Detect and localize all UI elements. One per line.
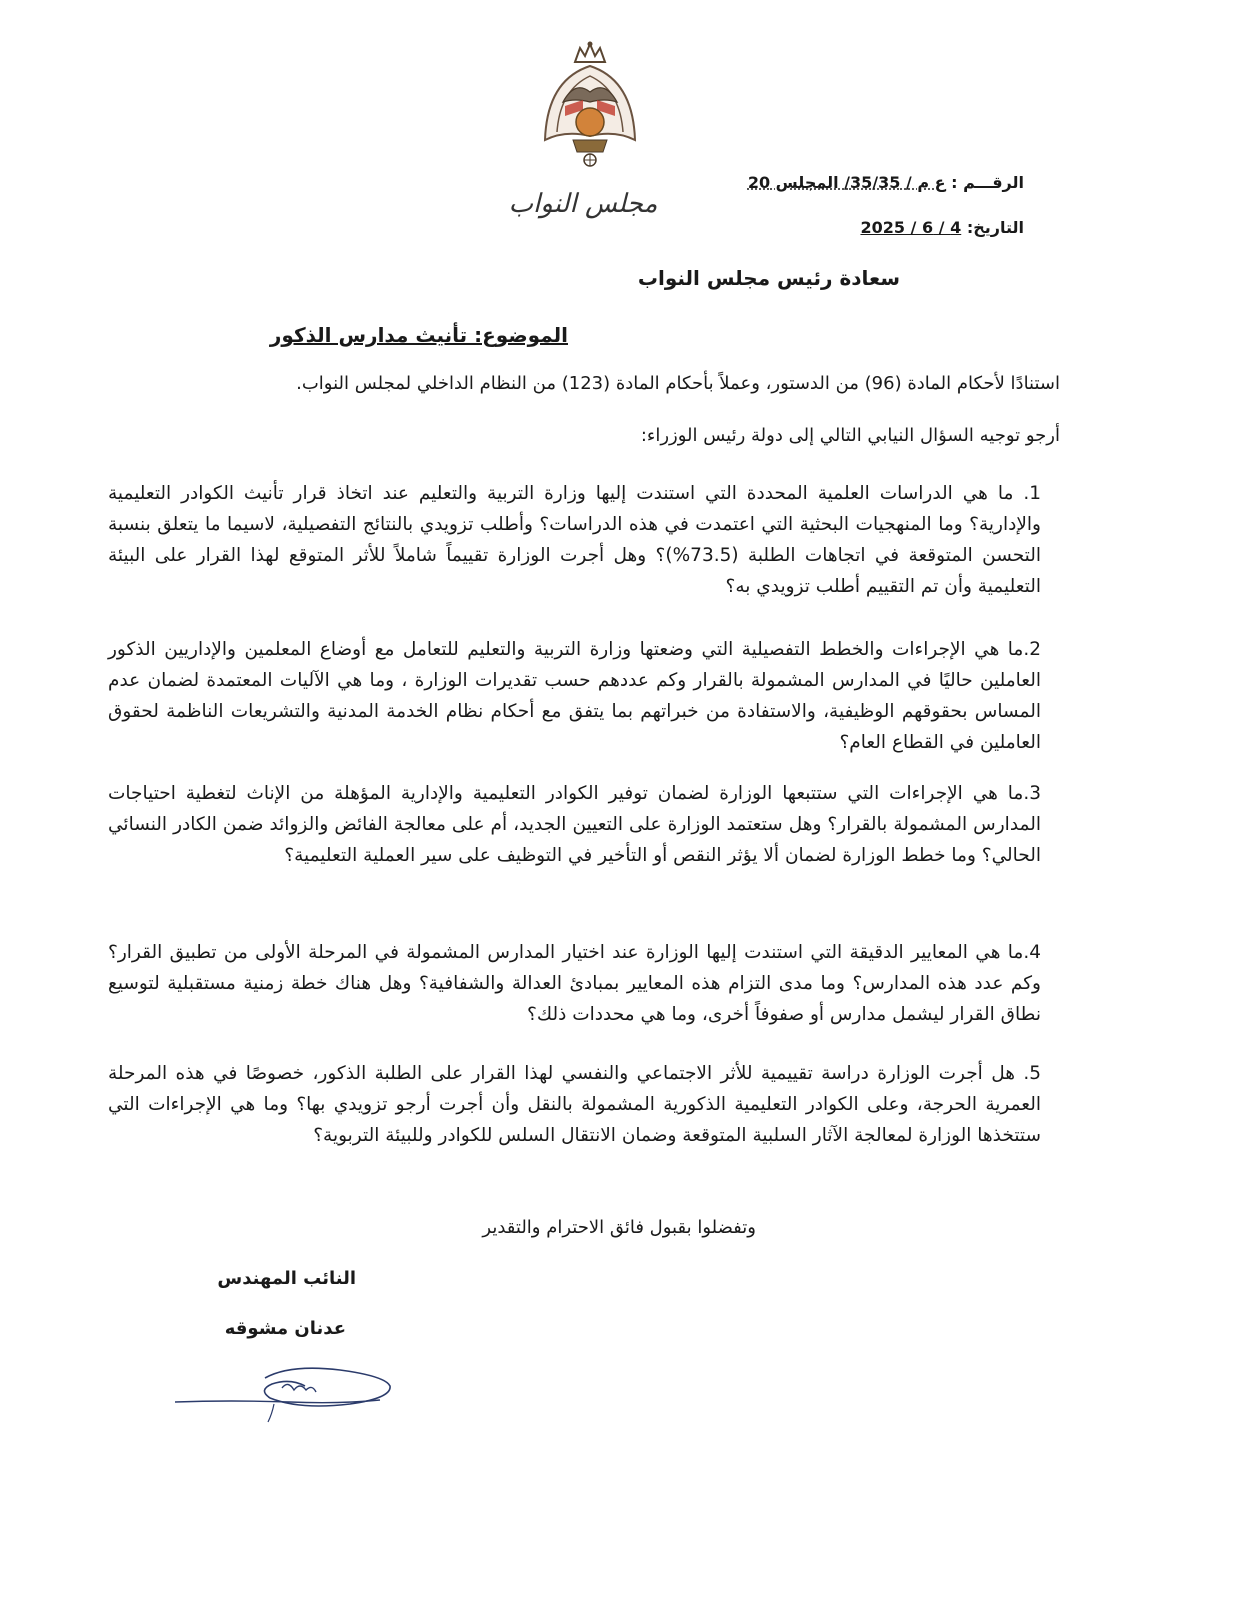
reference-number: [748, 173, 1024, 192]
question-4: 4.ما هي المعايير الدقيقة التي استندت إليها الوزارة عند اختيار المدارس المشمولة في المرحلة الأولى من تطبيق القرار؟ وكم عدد هذه المدارس؟ وما مدى التزام هذه المعايير بمبادئ العدالة والشفافية؟ وهل هناك خطة زمنية مستقبلية لتوسيع نطاق القرار ليشمل مدارس أو صفوفاً أخرى، وما هي محددات ذلك؟: [108, 942, 1041, 1025]
closing-line: وتفضلوا بقبول فائق الاحترام والتقدير: [482, 1217, 756, 1238]
date-label: التاريخ:: [966, 218, 1024, 237]
coat-of-arms-emblem: [535, 40, 645, 170]
svg-text:مجلس النواب: مجلس النواب: [508, 189, 658, 219]
parliament-calligraphy-logo: [508, 178, 658, 230]
date-value: 4 / 6 / 2025: [860, 218, 962, 237]
document-date: [860, 218, 1024, 237]
signatory-name: عدنان مشوقه: [224, 1318, 346, 1339]
question-2: 2.ما هي الإجراءات والخطط التفصيلية التي وضعتها وزارة التربية والتعليم للتعامل مع أوضاع المعلمين والإداريين الذكور العاملين حاليًا في المدارس المشمولة بالقرار وكم عددهم حسب تقديرات الوزارة ، وما هي الآليات المعتمدة لضمان عدم المساس بحقوقهم الوظيفية، والاستفادة من خبراتهم بما يتفق مع أحكام نظام الخدمة المدنية والتشريعات الناظمة لحقوق العاملين في القطاع العام؟: [108, 639, 1041, 753]
reference-label: الرقـــم :: [951, 173, 1024, 192]
addressee: سعادة رئيس مجلس النواب: [637, 266, 900, 290]
question-1: 1. ما هي الدراسات العلمية المحددة التي استندت إليها وزارة التربية والتعليم عند اتخاذ قرار تأنيث الكوادر التعليمية والإدارية؟ وما المنهجيات البحثية التي اعتمدت في هذه الدراسات؟ وأطلب تزويدي بالنتائج التفصيلية، لاسيما ما يتعلق بنسبة التحسن المتوقعة في اتجاهات الطلبة (73.5%)؟ وهل أجرت الوزارة تقييماً شاملاً للأثر المتوقع لهذا القرار على البيئة التعليمية وأن تم التقييم أطلب تزويدي به؟: [108, 483, 1041, 597]
handwritten-signature: [170, 1360, 400, 1430]
request-line: أرجو توجيه السؤال النيابي التالي إلى دولة رئيس الوزراء:: [640, 425, 1060, 446]
reference-value: ع م / 35/35/ المجلس 20: [747, 173, 946, 192]
signatory-title: النائب المهندس: [217, 1268, 356, 1289]
question-3: 3.ما هي الإجراءات التي ستتبعها الوزارة لضمان توفير الكوادر التعليمية والإدارية المؤهلة من الإناث لتغطية احتياجات المدارس المشمولة بالقرار؟ وهل ستعتمد الوزارة على التعيين الجديد، أم على معالجة الفائض والزوائد ضمن الكادر النسائي الحالي؟ وما خطط الوزارة لضمان ألا يؤثر النقص أو التأخير في التوظيف على سير العملية التعليمية؟: [108, 783, 1041, 866]
intro-paragraph: استنادًا لأحكام المادة (96) من الدستور، وعملاً بأحكام المادة (123) من النظام الداخلي لمجلس النواب.: [296, 373, 1060, 394]
subject-line: الموضوع: تأنيث مدارس الذكور: [269, 323, 568, 347]
question-5: 5. هل أجرت الوزارة دراسة تقييمية للأثر الاجتماعي والنفسي لهذا القرار على الطلبة الذكور، خصوصًا في هذه المرحلة العمرية الحرجة، وعلى الكوادر التعليمية الذكورية المشمولة بالنقل وأن أجرت أرجو تزويدي بها؟ وما هي الإجراءات التي ستتخذها الوزارة لمعالجة الآثار السلبية المتوقعة وضمان الانتقال السلس للكوادر وللبيئة التربوية؟: [108, 1063, 1041, 1146]
